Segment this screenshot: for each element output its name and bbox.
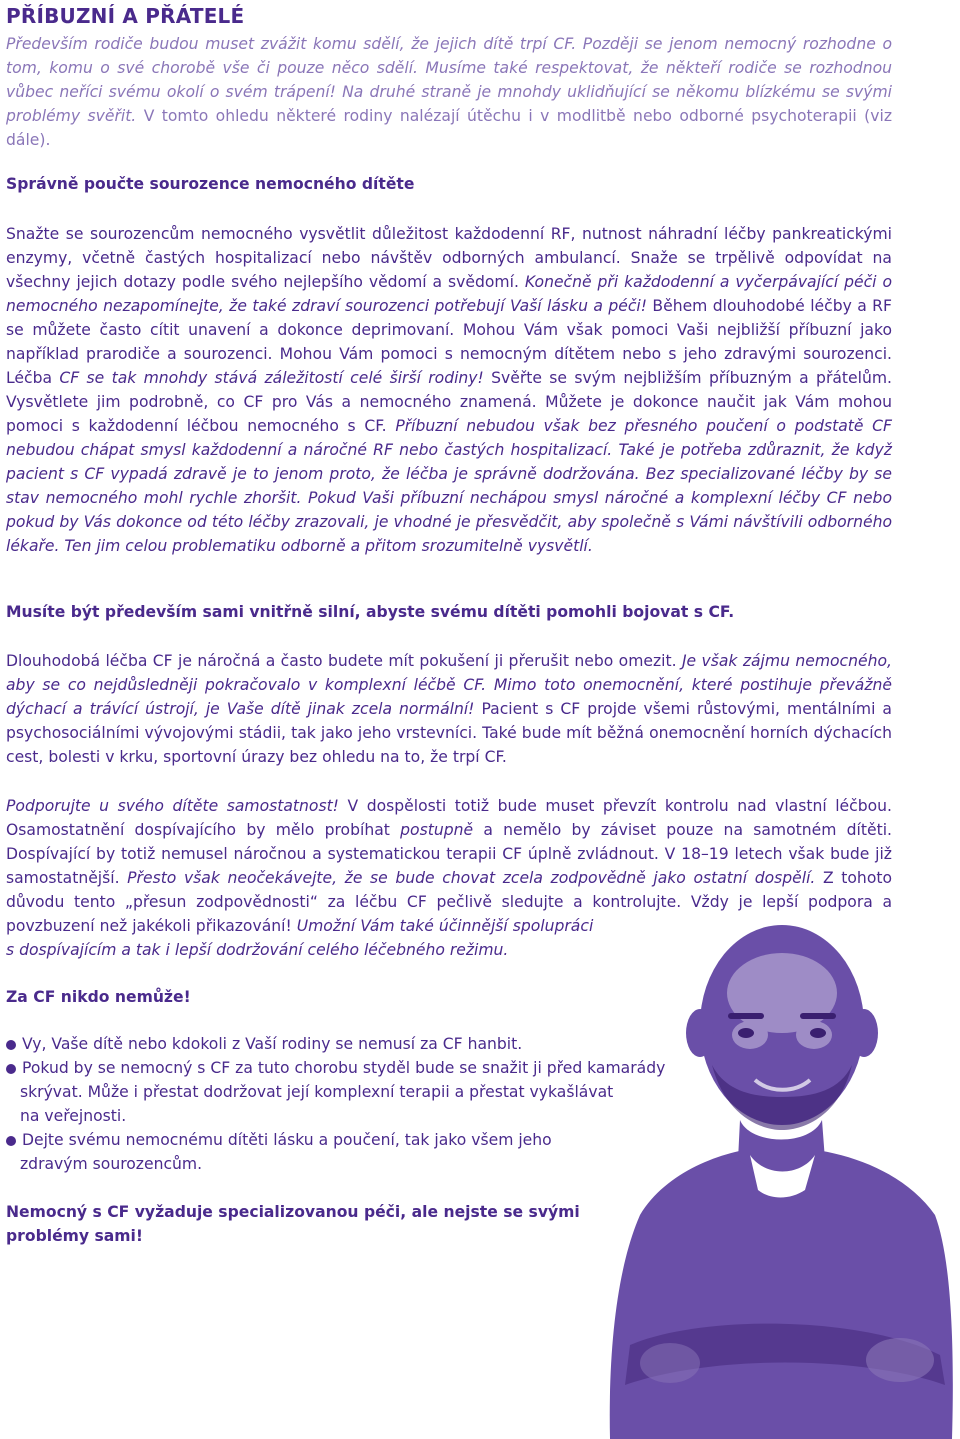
intro-paragraph (6, 32, 892, 152)
bullet-3 (6, 1128, 552, 1176)
treatment-paragraph (6, 649, 892, 769)
siblings-italic: Konečně při každodenní a vyčerpávající péči o nemocného nezapomínejte, že také zdraví sourozenci potřebují Vaší lásku a péči! (6, 273, 892, 315)
page-title: PŘÍBUZNÍ A PŘÁTELÉ (6, 4, 245, 28)
bullet-2-line-2: skrývat. Může i přestat dodržovat její komplexní terapii a přestat vykašlávat (20, 1083, 614, 1101)
no-fault-heading: Za CF nikdo nemůže! (6, 988, 191, 1006)
independence-text-2: a nemělo by záviset pouze na samotném dítěti. Dospívající by totiž nemusel náročnou a systematickou terapii CF úplně zvládnout. V 18–19 letech však bude již samostatnější. (6, 821, 893, 887)
siblings-text: Snažte se sourozencům nemocného vysvětlit důležitost každodenní RF, nutnost náhradní léčby pankreatickými enzymy, včetně častých hospitalizací nebo návštěv odborných ambulancí. Snaže se trpělivě odpovídat na všechny jejich dotazy podle svého nejlepšího vědomí a svědomí. (6, 225, 892, 291)
bullet-2-line-1: Pokud by se nemocný s CF za tuto chorobu styděl bude se snažit ji před kamarády (22, 1059, 666, 1077)
intro-tail: V tomto ohledu některé rodiny nalézají útěchu i v modlitbě nebo odborné psychoterapii (viz dále). (6, 107, 893, 149)
gradually-italic: postupně (400, 821, 474, 839)
closing-statement (6, 1200, 580, 1248)
bullet-2 (6, 1056, 665, 1128)
independence-italic: Podporujte u svého dítěte samostatnost! (6, 797, 339, 815)
man-portrait-photo (600, 915, 960, 1439)
strength-heading: Musíte být především sami vnitřně silní, abyste svému dítěti pomohli bojovat s CF. (6, 603, 735, 621)
bullet-dot-icon (6, 1064, 16, 1074)
siblings-paragraph (6, 222, 892, 558)
responsibility-text: Z tohoto důvodu tento „přesun zodpovědnosti“ za léčbu CF pečlivě sledujte a kontrolujte. Vždy je lepší podpora a povzbuzení než jakékoli přikazování! (6, 869, 893, 935)
cooperation-italic-line2: s dospívajícím a tak i lepší dodržování celého léčebného režimu. (6, 941, 509, 959)
bullet-1 (6, 1032, 522, 1056)
bullet-3-line-1: Dejte svému nemocnému dítěti lásku a poučení, tak jako všem jeho (22, 1131, 552, 1149)
fatigue-italic: CF se tak mnohdy stává záležitostí celé širší rodiny! (59, 369, 484, 387)
bullet-1-line-1: Vy, Vaše dítě nebo kdokoli z Vaší rodiny se nemusí za CF hanbit. (22, 1035, 523, 1053)
bullet-2-line-3: na veřejnosti. (20, 1107, 127, 1125)
siblings-heading: Správně poučte sourozence nemocného dítěte (6, 175, 415, 193)
confide-text: Svěřte se svým nejbližším příbuzným a přátelům. Vysvětlete jim podrobně, co CF pro Vás a nemocného znamená. Můžete je dokonce naučit jak Vám mohou pomoci s každodenní léčbou nemocného s CF. (6, 369, 892, 435)
bullet-dot-icon (6, 1136, 16, 1146)
independence-text: V dospělosti totiž bude muset převzít kontrolu nad vlastní léčbou. Osamostatnění dospívajícího by mělo probíhat (6, 797, 893, 839)
confide-italic: Příbuzní nebudou však bez přesného poučení o podstatě CF nebudou chápat smysl každodenní a náročné RF nebo častých hospitalizací. Také je potřeba zdůraznit, že když pacient s CF vypadá zdravě je to jenom proto, že léčba je správně dodržována. Bez specializované léčby by se stav nemocného mohl rychle zhoršit. Pokud Vaši příbuzní nechápou smysl náročné a komplexní léčby CF nebo pokud by Vás dokonce od této léčby zrazovali, je vhodné je přesvědčit, aby společně s Vámi návštívili odborného lékaře. Ten jim celou problematiku odborně a přitom srozumitelně vysvětlí. (6, 417, 892, 555)
fatigue-text: Během dlouhodobé léčby a RF se můžete často cítit unavení a dokonce deprimovaní. Mohou Vám však pomoci Vaši nejbližší příbuzní jako například prarodiče a sourozenci. Mohou Vám pomoci s nemocným dítětem nebo s jeho zdravými sourozenci. Léčba (6, 297, 892, 387)
cooperation-italic: Umožní Vám také účinnější spolupráci (296, 917, 594, 935)
intro-italic: Především rodiče budou muset zvážit komu sdělí, že jejich dítě trpí CF. Později se jenom nemocný rozhodne o tom, komu o své chorobě vše či pouze něco sdělí. Musíme také respektovat, že někteří rodiče se rozhodnou vůbec neříci svému okolí o svém trápení! Na druhé straně je mnohdy uklidňující se někomu blízkému se svými problémy svěřit. (6, 35, 892, 125)
expectation-italic: Přesto však neočekávejte, že se bude chovat zcela zodpovědně jako ostatní dospělí. (127, 869, 816, 887)
closing-line-2: problémy sami! (6, 1227, 144, 1245)
development-text: Pacient s CF projde všemi růstovými, mentálními a psychosociálními vývojovými stádii, tak jako jeho vrstevníci. Také bude mít běžná onemocnění horních dýchacích cest, bolesti v krku, sportovní úrazy bez ohledu na to, že trpí CF. (6, 700, 892, 766)
bullet-3-line-2: zdravým sourozencům. (20, 1155, 203, 1173)
bullet-dot-icon (6, 1040, 16, 1050)
treatment-italic: Je však zájmu nemocného, aby se co nejdůsledněji pokračovalo v komplexní léčbě CF. Mimo toto onemocnění, které postihuje převážně dýchací a trávící ústrojí, je Vaše dítě jinak zcela normální! (6, 652, 892, 718)
treatment-text: Dlouhodobá léčba CF je náročná a často budete mít pokušení ji přerušit nebo omezit. (6, 652, 677, 670)
closing-line-1: Nemocný s CF vyžaduje specializovanou péči, ale nejste se svými (6, 1203, 580, 1221)
